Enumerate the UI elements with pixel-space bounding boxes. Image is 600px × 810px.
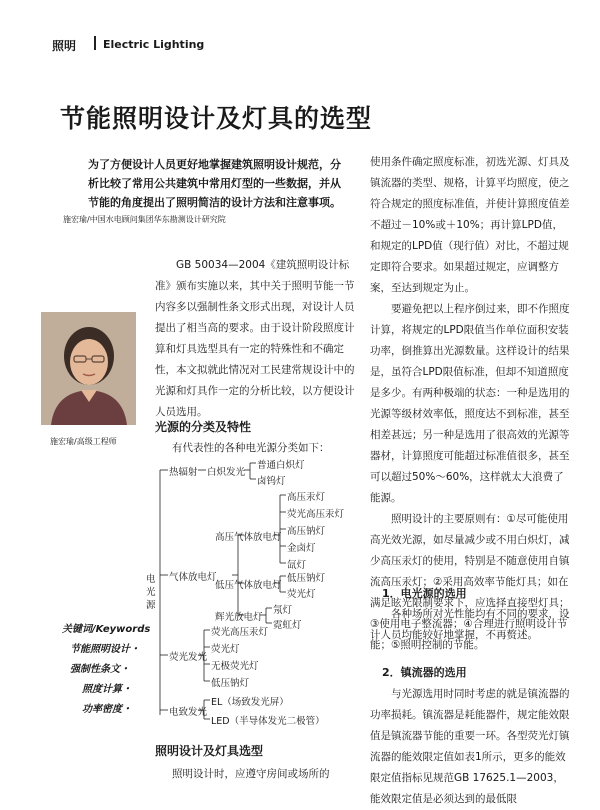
tree-leaf: 荧光灯 [287, 589, 316, 600]
tree-leaf: 低压钠灯 [287, 573, 326, 584]
paragraph: 使用条件确定照度标准，初选光源、灯具及镇流器的类型、规格，计算平均照度，使之符合规定的照度标准值，并使计算照度值差不超过－10%或＋10%；再计算LPD值，和规定的LPD值（现行值）对比，不超过规定即符合要求。如果超过规定，应调整方案，至达到规定为止。 [370, 156, 570, 294]
tree-node: 荧光发光 [169, 652, 208, 663]
article-title: 节能照明设计及灯具的选型 [60, 104, 373, 133]
section-heading: 照明设计及灯具选型 [155, 744, 264, 758]
tree-leaf: LED（半导体发光二极管） [211, 716, 325, 727]
tree-leaf: 低压钠灯 [211, 678, 250, 689]
tree-leaf: 霓虹灯 [273, 620, 302, 631]
tree-leaf: 荧光高压汞灯 [211, 627, 269, 638]
tree-node: 高压气体放电灯 [215, 532, 282, 543]
abstract: 为了方便设计人员更好地掌握建筑照明设计规范，分析比较了常用公共建筑中常用灯型的一些数据，并从节能的角度提出了照明简洁的设计方法和注意事项。 [88, 158, 341, 209]
section-heading: 光源的分类及特性 [155, 420, 252, 434]
tree-node: 气体放电灯 [169, 572, 217, 583]
subsection-body [370, 604, 572, 646]
subsection-body [370, 684, 572, 810]
right-column [370, 152, 572, 656]
keyword-item: 照度计算・ [82, 684, 132, 695]
paragraph: 与光源选用时同时考虑的就是镇流器的功率损耗。镇流器是耗能器件，规定能效限值是镇流器节能的重要一环。各型荧光灯镇流器的能效限定值如表1所示，更多的能效限定值指标见规范GB 17625.1—2003，能效限定值是必须达到的最低限 [370, 688, 570, 805]
section-english: Electric Lighting [103, 38, 205, 51]
tree-leaf: 荧光高压汞灯 [287, 509, 345, 520]
tree-leaf: 荧光灯 [211, 644, 240, 655]
tree-leaf: 金卤灯 [287, 543, 316, 554]
tree-leaf: 卤钨灯 [257, 476, 286, 487]
tree-leaf: 氖灯 [273, 605, 293, 616]
light-source-tree [140, 455, 365, 735]
photo-caption: 施宏瑜/高级工程师 [50, 437, 117, 446]
tree-lines [140, 455, 365, 735]
header-divider [94, 36, 96, 50]
keyword-item: 强制性条文・ [70, 664, 130, 675]
section-label: 照明 [52, 39, 77, 53]
intro-paragraph [155, 255, 355, 423]
tree-node: 热辐射 [169, 467, 198, 478]
paragraph: 照明设计的主要原则有：①尽可能使用高光效光源，如尽量减少或不用白炽灯，减少高压汞灯的使用，特别是不随意使用自镇流高压汞灯；②采用高效率节能灯具；如在满足眩光限制要求下，应选择直接型灯具；③使用电子整流器；④合理进行照明设计节能；⑤照明控制的节能。 [370, 513, 570, 651]
section-text: 照明设计时，应遵守房间或场所的 [172, 768, 330, 780]
paragraph: 要避免把以上程序倒过来，即不作照度计算，将规定的LPD限值当作单位面积安装功率，倒推算出光源数量。这样设计的结果是，虽符合LPD限值标准，但却不知道照度是多少。有两种极端的状态：一种是选用的光源等级材效率低，照度达不到标准，甚至相差甚远；另一种是选用了很高效的光源等器材，计算照度可能超过标准值很多，甚至可以超过50%～60%，这样就太大浪费了能源。 [370, 303, 570, 504]
subsection-heading: 1．电光源的选用 [382, 587, 467, 600]
section-lead: 有代表性的各种电光源分类如下： [172, 442, 330, 454]
tree-node: 电致发光 [169, 707, 208, 718]
tree-root: 电光源 [146, 574, 156, 611]
tree-leaf: 普通白炽灯 [257, 460, 305, 471]
portrait-image [41, 312, 136, 425]
author-photo [41, 312, 136, 425]
tree-node: 低压气体放电灯 [215, 580, 282, 591]
tree-node: 辉光放电灯 [215, 612, 263, 623]
author-line: 施宏瑜/中国水电顾问集团华东勘测设计研究院 [63, 215, 226, 224]
keyword-item: 功率密度・ [82, 704, 132, 715]
tree-leaf: 氙灯 [287, 560, 307, 571]
keyword-item: 节能照明设计・ [70, 644, 140, 655]
tree-leaf: 高压钠灯 [287, 526, 326, 537]
keywords-heading: 关键词/Keywords [62, 624, 151, 635]
paragraph: 各种场所对光性能均有不同的要求，设计人员均能较好地掌握，不再赘述。 [370, 608, 570, 641]
intro-text: GB 50034—2004《建筑照明设计标准》颁布实施以来，其中关于照明节能一节内容多以强制性条文形式出现，对设计人员提出了相当高的要求。由于设计阶段照度计算和灯具选型具有一定的特殊性和不确定性，本文拟就此情况对工民建常规设计中的光源和灯具作一定的分析比较，以方便设计人员选用。 [155, 259, 355, 418]
tree-leaf: 高压汞灯 [287, 492, 326, 503]
tree-node: 白炽发光 [207, 467, 246, 478]
subsection-heading: 2．镇流器的选用 [382, 666, 467, 679]
tree-leaf: EL（场致发光屏） [211, 697, 289, 708]
tree-leaf: 无极荧光灯 [211, 661, 259, 672]
